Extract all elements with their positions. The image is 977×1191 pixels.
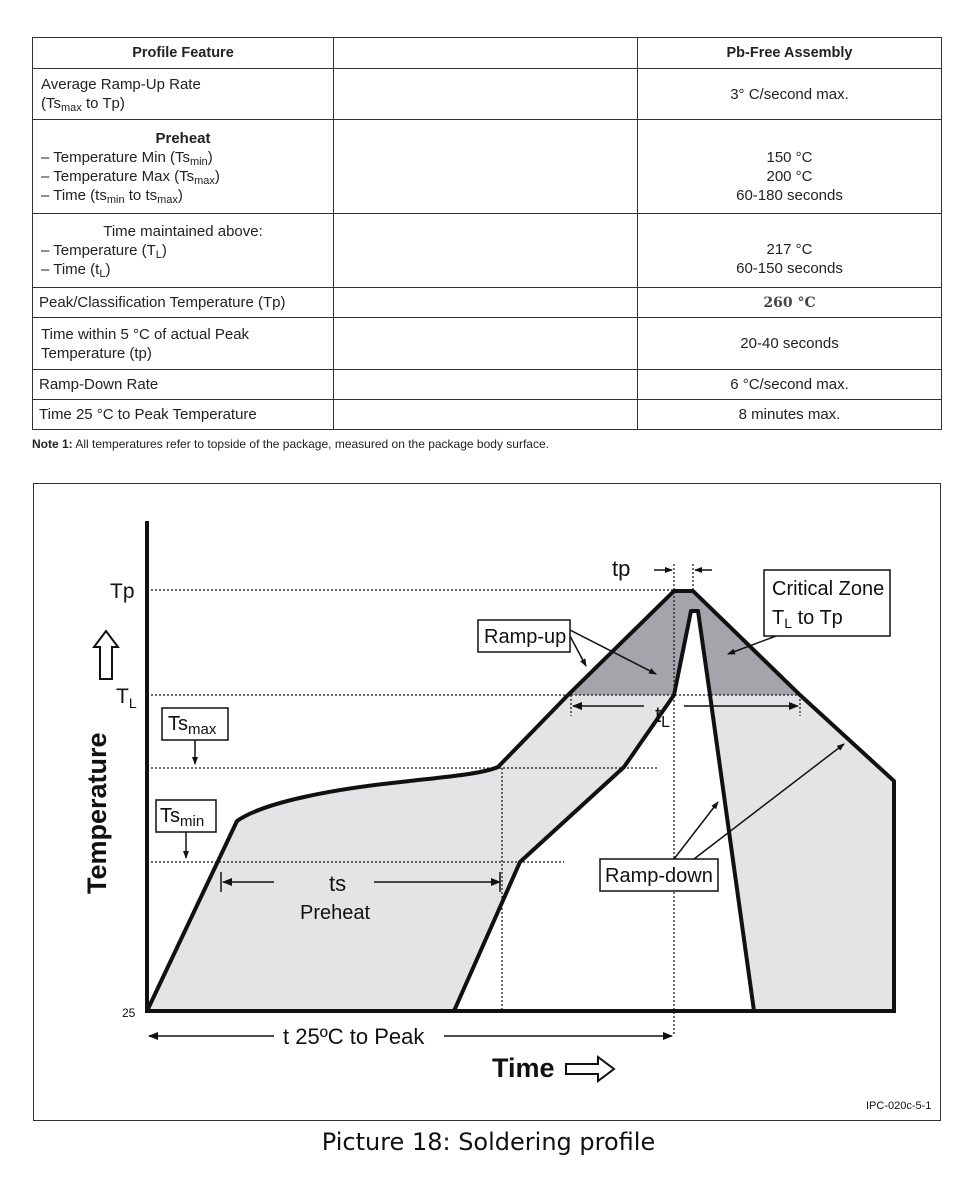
value-cell: 8 minutes max. (638, 400, 942, 430)
blank-cell (334, 288, 638, 318)
feature-line: – Temperature Max $(Ts_{max})$ (41, 167, 220, 187)
preheat-heading: Preheat (155, 129, 211, 147)
blank-cell (334, 120, 638, 214)
table-header-row (33, 38, 942, 69)
table-row (33, 214, 942, 288)
svg-text:Ramp-up: Ramp-up (484, 626, 567, 648)
feature-cell: Peak/Classification Temperature (Tp) (33, 288, 334, 318)
table-row (33, 370, 942, 400)
ts-max-label (162, 708, 228, 764)
x-axis-label: Time (492, 1053, 555, 1083)
ts-min-label (156, 800, 216, 858)
feature-line: – Temperature Min $(Ts_{min})$ (41, 148, 213, 168)
value-cell: 20-40 seconds (638, 318, 942, 370)
value-cell: 217 °C 60-150 seconds (638, 214, 942, 288)
table-note: Note 1: All temperatures refer to topside of the package, measured on the package body surface. (32, 437, 549, 451)
feature-line: – Temperature $(T_L)$ (41, 242, 167, 261)
value-cell: 150 °C 200 °C 60-180 seconds (638, 120, 942, 214)
svg-text:Ramp-down: Ramp-down (605, 865, 713, 887)
svg-text:Tsmin: $Ts_{min}$ (160, 805, 205, 830)
blank-cell (334, 214, 638, 288)
table-row (33, 288, 942, 318)
profile-svg (34, 484, 940, 1120)
feature-cell: Ramp-Down Rate (33, 370, 334, 400)
table-row (33, 120, 942, 214)
feature-cell: Time 25 °C to Peak Temperature (33, 400, 334, 430)
tick-label-25: 25 (122, 1006, 136, 1020)
profile-table (32, 37, 942, 430)
header-pb-free: Pb-Free Assembly (638, 38, 942, 69)
y-axis-label (82, 732, 112, 894)
soldering-profile-diagram (33, 483, 941, 1121)
ts-label: ts (329, 871, 347, 896)
time-to-peak-label: t 25ºC to Peak (283, 1024, 425, 1049)
critical-zone-label (728, 570, 890, 654)
tl-label: $t_L$ (655, 702, 671, 731)
svg-text:Temperature: Temperature (82, 732, 112, 894)
value-cell: 260 °C (638, 288, 942, 318)
table-row (33, 69, 942, 120)
svg-text:TL to Tp: $T_L$ to Tp (772, 607, 843, 631)
profile-fill (147, 591, 894, 1011)
svg-text:Critical Zone: Critical Zone (772, 578, 885, 600)
time-maintained-heading: Time maintained above: (103, 223, 263, 240)
header-profile-feature: Profile Feature (33, 38, 334, 69)
feature-cell (33, 69, 334, 120)
figure-id: IPC-020c-5-1 (866, 1100, 932, 1112)
blank-cell (334, 318, 638, 370)
blank-cell (334, 370, 638, 400)
feature-cell (33, 120, 334, 214)
tick-label-tl: $T_L$ (116, 685, 137, 711)
feature-line: – Time $(t_L)$ (41, 261, 111, 280)
time-arrow-icon (566, 1057, 614, 1081)
table-row (33, 400, 942, 430)
svg-text:Tsmax: $Ts_{max}$ (168, 713, 217, 738)
tp-label: tp (612, 556, 631, 581)
feature-cell: Time within 5 °C of actual Peak Temperature (tp) (33, 318, 334, 370)
feature-line: – Time ($ts_{min}$ to $ts_{max}$) (41, 186, 183, 206)
preheat-label: Preheat (300, 902, 371, 924)
temperature-arrow-icon (94, 631, 118, 679)
tick-label-tp: Tp (110, 580, 135, 603)
header-empty (334, 38, 638, 69)
figure-caption: Picture 18: Soldering profile (321, 1128, 656, 1156)
feature-line: ($Ts_{max}$ to Tp) (41, 95, 125, 114)
value-cell: 3° C/second max. (638, 69, 942, 120)
feature-cell (33, 214, 334, 288)
value-cell: 6 °C/second max. (638, 370, 942, 400)
blank-cell (334, 400, 638, 430)
table-row (33, 318, 942, 370)
blank-cell (334, 69, 638, 120)
feature-line: Average Ramp-Up Rate (41, 76, 201, 93)
